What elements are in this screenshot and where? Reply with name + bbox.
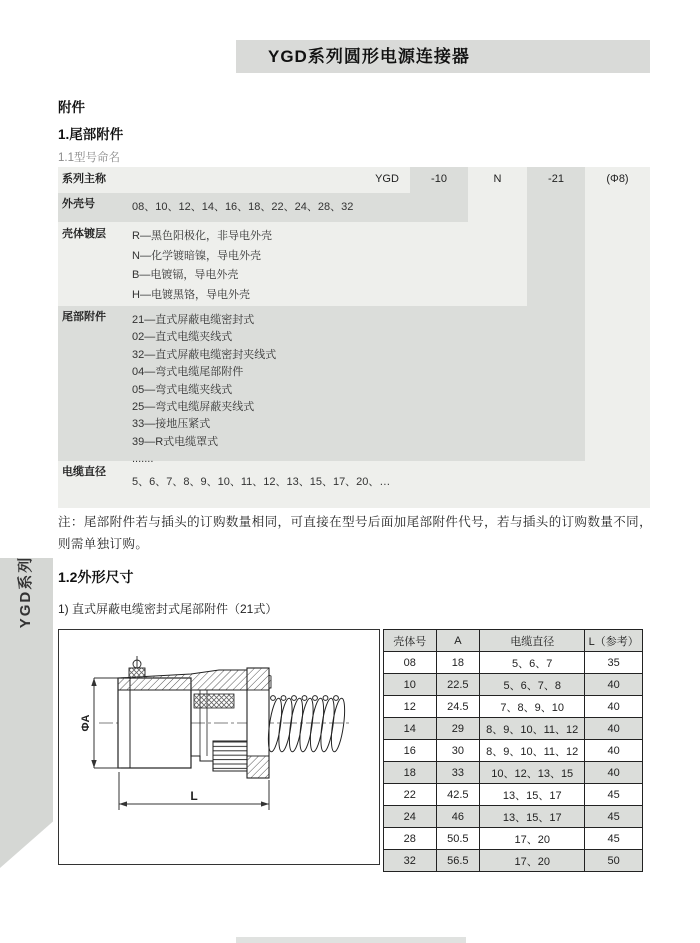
table-cell: 45 <box>585 784 643 806</box>
plating-options <box>132 227 272 305</box>
model-naming-diagram <box>58 167 650 508</box>
heading-section1-1: 1.1型号命名 <box>58 152 120 164</box>
connector-drawing-box <box>58 629 380 865</box>
table-cell: 42.5 <box>436 784 480 806</box>
table-cell: 40 <box>585 674 643 696</box>
option-line: 05—弯式电缆夹线式 <box>132 383 233 396</box>
table-cell: 33 <box>436 762 480 784</box>
table-cell: 50 <box>585 850 643 872</box>
option-line: 04—弯式电缆尾部附件 <box>132 366 244 379</box>
table-cell: 40 <box>585 762 643 784</box>
code-series: YGD <box>375 173 399 185</box>
column-header: L（参考） <box>585 630 643 652</box>
connector-drawing <box>59 630 378 863</box>
option-line: 25—弯式电缆屏蔽夹线式 <box>132 401 255 414</box>
option-line: 21—直式屏蔽电缆密封式 <box>132 314 255 326</box>
dimensions-table <box>383 629 643 872</box>
column-header: A <box>436 630 480 652</box>
shell-numbers: 08、10、12、14、16、18、22、24、28、32 <box>132 201 354 213</box>
table-header <box>384 630 643 652</box>
option-line: 02—直式电缆夹线式 <box>132 331 233 344</box>
table-row <box>384 696 643 718</box>
sidebar-series-label: YGD系列 <box>17 555 34 629</box>
table-cell: 45 <box>585 806 643 828</box>
label-series: 系列主称 <box>62 173 106 185</box>
table-cell: 29 <box>436 718 480 740</box>
option-line: 39—R式电缆罩式 <box>132 435 219 448</box>
code-shell: -10 <box>431 173 447 185</box>
column-header: 电缆直径 <box>480 630 585 652</box>
table-cell: 17、20 <box>480 850 585 872</box>
table-cell: 5、6、7、8 <box>480 674 585 696</box>
table-body <box>384 652 643 872</box>
heading-section1: 1.尾部附件 <box>58 127 124 142</box>
table-cell: 32 <box>384 850 437 872</box>
option-line: R—黑色阳极化，非导电外壳 <box>132 230 272 242</box>
table-cell: 28 <box>384 828 437 850</box>
option-line: H—电镀黑铬，导电外壳 <box>132 288 250 301</box>
table-cell: 7、8、9、10 <box>480 696 585 718</box>
table-cell: 12 <box>384 696 437 718</box>
code-tail: -21 <box>548 173 564 185</box>
table-cell: 14 <box>384 718 437 740</box>
table-cell: 50.5 <box>436 828 480 850</box>
option-line: N—化学镀暗镍，导电外壳 <box>132 249 261 262</box>
table-cell: 08 <box>384 652 437 674</box>
heading-s12-item1: 1) 直式屏蔽电缆密封式尾部附件（21式） <box>58 602 278 616</box>
table-row <box>384 652 643 674</box>
bottom-bar <box>236 937 466 943</box>
label-cable: 电缆直径 <box>62 466 106 478</box>
table-cell: 18 <box>384 762 437 784</box>
table-cell: 16 <box>384 740 437 762</box>
table-cell: 46 <box>436 806 480 828</box>
dim-label-phiA: ΦA <box>80 714 92 732</box>
table-cell: 30 <box>436 740 480 762</box>
label-tail: 尾部附件 <box>62 311 106 323</box>
table-cell: 24 <box>384 806 437 828</box>
table-row <box>384 740 643 762</box>
label-plating: 壳体镀层 <box>62 228 106 240</box>
title-bar <box>236 40 650 73</box>
table-cell: 22.5 <box>436 674 480 696</box>
table-row <box>384 828 643 850</box>
table-cell: 13、15、17 <box>480 784 585 806</box>
table-cell: 56.5 <box>436 850 480 872</box>
table-row <box>384 718 643 740</box>
order-note: 注：尾部附件若与插头的订购数量相同，可直接在型号后面加尾部附件代号，若与插头的订购数量不同，则需单独订购。 <box>58 515 652 551</box>
table-cell: 40 <box>585 740 643 762</box>
option-line: B—电镀镉，导电外壳 <box>132 269 239 281</box>
table-cell: 18 <box>436 652 480 674</box>
table-row <box>384 850 643 872</box>
table-row <box>384 674 643 696</box>
table-cell: 10 <box>384 674 437 696</box>
column-header: 壳体号 <box>384 630 437 652</box>
tail-options <box>132 312 276 469</box>
table-cell: 17、20 <box>480 828 585 850</box>
table-cell: 10、12、13、15 <box>480 762 585 784</box>
table-cell: 35 <box>585 652 643 674</box>
table-cell: 8、9、10、11、12 <box>480 718 585 740</box>
table-cell: 22 <box>384 784 437 806</box>
table-cell: 8、9、10、11、12 <box>480 740 585 762</box>
table-row <box>384 806 643 828</box>
table-cell: 40 <box>585 696 643 718</box>
option-line: 33—接地压紧式 <box>132 418 211 431</box>
table-cell: 45 <box>585 828 643 850</box>
heading-attachment: 附件 <box>58 100 85 115</box>
table-row <box>384 784 643 806</box>
table-cell: 24.5 <box>436 696 480 718</box>
spring-coil <box>266 696 347 753</box>
code-cable: (Φ8) <box>606 173 629 185</box>
option-line: ....... <box>132 453 154 466</box>
label-shell: 外壳号 <box>62 198 95 210</box>
page-title: YGD系列圆形电源连接器 <box>268 47 470 66</box>
table-cell: 40 <box>585 718 643 740</box>
code-plating: N <box>493 173 502 185</box>
cable-diameters: 5、6、7、8、9、10、11、12、13、15、17、20、… <box>132 476 391 488</box>
table-row <box>384 762 643 784</box>
dim-label-L: L <box>190 789 198 803</box>
table-cell: 13、15、17 <box>480 806 585 828</box>
heading-section1-2: 1.2外形尺寸 <box>58 569 134 585</box>
option-line: 32—直式屏蔽电缆密封夹线式 <box>132 348 277 361</box>
table-cell: 5、6、7 <box>480 652 585 674</box>
